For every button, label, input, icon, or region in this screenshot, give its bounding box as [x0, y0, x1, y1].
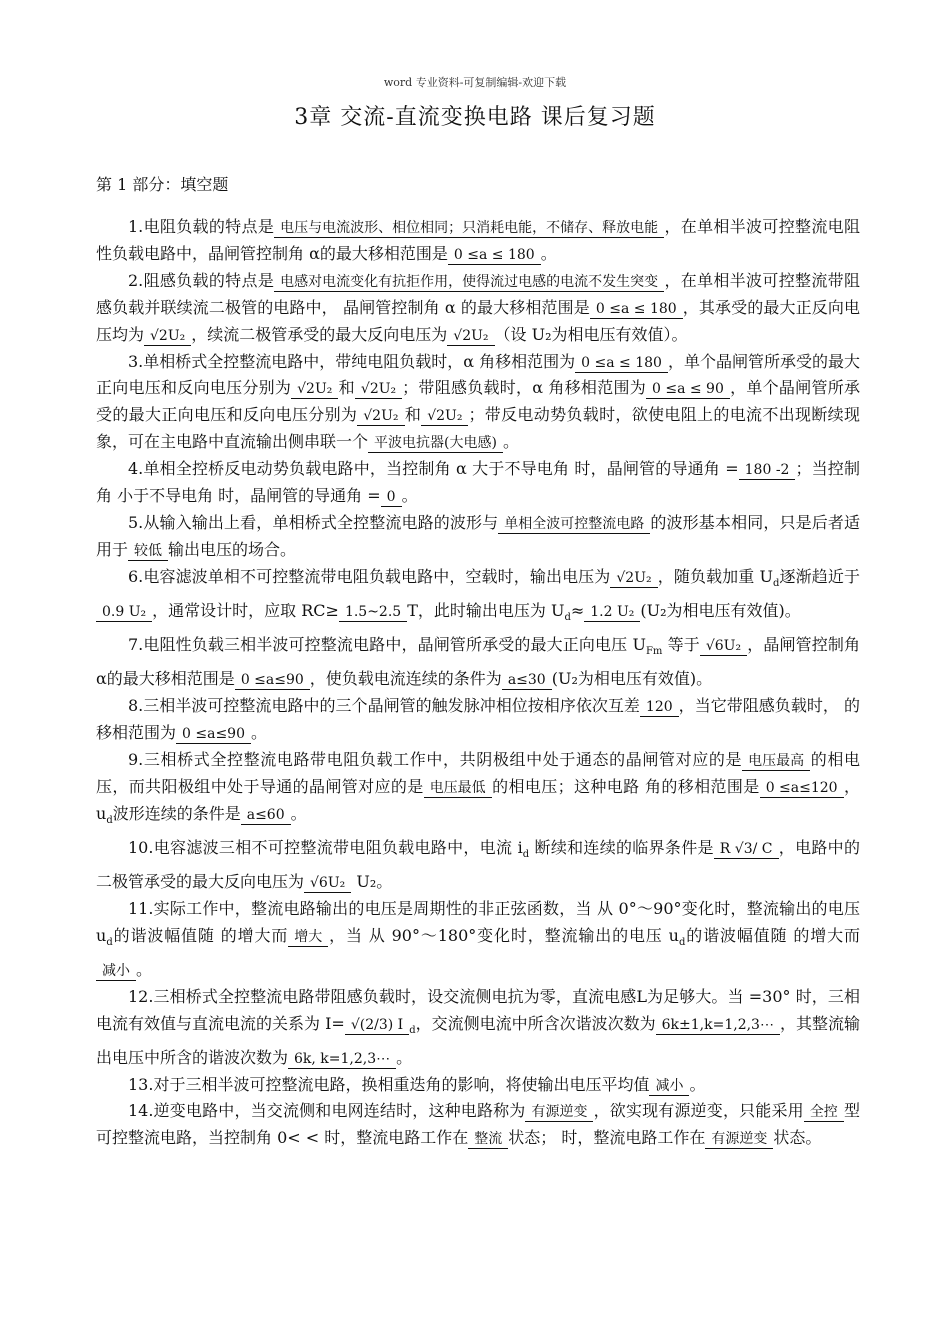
question-6: 6.电容滤波单相不可控整流带电阻负载电路中，空载时，输出电压为 √2U₂ ，随负载加重 $U_d$逐渐趋近于0.9 U₂ ，通常设计时，应取 RC≥ 1.5~2.5 T，此时输出电压为 $U_d\approx 1.2$ U₂ (U₂为相电压有效值)。 [96, 564, 860, 632]
answer-blank: a≤30 [502, 671, 552, 690]
answer-blank: 单相全波可控整流电路 [498, 515, 650, 534]
answer-blank: 电压最低 [424, 779, 492, 798]
answer-blank: 减小 [96, 962, 136, 981]
answer-blank: 1.5~2.5 [339, 603, 407, 622]
answer-blank: √2U₂ [421, 407, 468, 426]
questions-body [96, 214, 860, 1152]
answer-blank: a≤60 [241, 806, 291, 825]
question-1: 1.电阻负载的特点是 电压与电流波形、相位相同；只消耗电能，不储存、释放电能 ，在单相半波可控整流电阻性负载电路中，晶闸管控制角 α的最大移相范围是 0 ≤a ≤ 180 。 [96, 217, 860, 263]
answer-blank: 1.2 U₂ [584, 603, 640, 622]
answer-blank: √2U₂ [610, 569, 657, 588]
answer-blank: 全控 [804, 1103, 844, 1122]
answer-blank: √6U₂ [700, 637, 747, 656]
answer-blank: 6k, k=1,2,3⋯ [288, 1050, 396, 1069]
answer-blank: R √3/ C [714, 840, 779, 859]
answer-blank: 6k±1,k=1,2,3⋯ [656, 1016, 780, 1035]
answer-blank: √6U₂ [304, 874, 351, 893]
answer-blank: 0 ≤a≤90 [176, 725, 251, 744]
answer-blank: 0 ≤a ≤ 90 [646, 380, 730, 399]
page-title: 3章 交流-直流变换电路 课后复习题 [294, 105, 656, 130]
question-14: 14.逆变电路中，当交流侧和电网连结时，这种电路称为 有源逆变 ，欲实现有源逆变，只能采用 全控 型可控整流电路，当控制角 0< < 时，整流电路工作在 整流 状态； 时，整流电路工作在 有源逆变 状态。 [96, 1101, 860, 1148]
answer-blank: 0.9 U₂ [96, 603, 152, 622]
answer-blank: 120 [640, 698, 679, 717]
question-3: 3.单相桥式全控整流电路中，带纯电阻负载时，α 角移相范围为 0 ≤a ≤ 180 ，单个晶闸管所承受的最大正向电压和反向电压分别为 √2U₂ 和 √2U₂ ；带阻感负载时，α 角移相范围为 0 ≤a ≤ 90 ，单个晶闸管所承受的最大正向电压和反向电压分别为 √2U₂ 和 √2U₂ ；带反电动势负载时，欲使电阻上的电流不出现断续现象，可在主电路中直流输出侧串联一个 平波电抗器(大电感) 。 [96, 351, 860, 452]
question-11: 11.实际工作中，整流电路输出的电压是周期性的非正弦函数，当 从 0°～90°变化时，整流输出的电压 $u_d$的谐波幅值随 的增大而 增大 ，当 从 90°～180°变化时，整流输出的电压 $u_d$的谐波幅值随 的增大而减小 。 [96, 898, 860, 979]
question-8: 8.三相半波可控整流电路中的三个晶闸管的触发脉冲相位按相序依次互差 120 ，当它带阻感负载时， 的移相范围为 0 ≤a≤90 。 [96, 695, 860, 742]
answer-blank: 0 ≤a≤90 [235, 671, 310, 690]
page-header: word 专业资料-可复制编辑-欢迎下载 [383, 76, 567, 89]
answer-blank: 整流 [468, 1130, 508, 1149]
answer-blank: √2U₂ [447, 327, 494, 346]
answer-blank: 电压最高 [742, 752, 810, 771]
answer-blank: 电感对电流变化有抗拒作用，使得流过电感的电流不发生突变 [274, 273, 664, 292]
question-7: 7.电阻性负载三相半波可控整流电路中，晶闸管所承受的最大正向电压 $U_{Fm}$ 等于 √6U₂ ，晶闸管控制角 α的最大移相范围是 0 ≤a≤90 ，使负载电流连续的条件为 a≤30 (U₂为相电压有效值)。 [96, 634, 860, 689]
question-12: 12.三相桥式全控整流电路带阻感负载时，设交流侧电抗为零，直流电感L为足够大。当 =30° 时，三相电流有效值与直流电流的关系为 I= √(2/3) I $_d$，交流侧电流中所含次谐波次数为 6k±1,k=1,2,3⋯ ，其整流输出电压中所含的谐波次数为 6k, k=1,2,3⋯ 。 [96, 986, 860, 1067]
section-heading: 第 1 部分：填空题 [96, 175, 229, 194]
answer-blank: √2U₂ [291, 380, 338, 399]
answer-blank: 较低 [128, 542, 168, 561]
answer-blank: 平波电抗器(大电感) [368, 434, 503, 453]
answer-blank: 180 -2 [739, 461, 796, 480]
answer-blank: 0 ≤a ≤ 180 [448, 246, 541, 265]
question-10: 10.电容滤波三相不可控整流带电阻负载电路中，电流 $i_d$ 断续和连续的临界条件是 R √3/ C ，电路中的二极管承受的最大反向电压为 √6U₂ U₂。 [96, 837, 860, 891]
answer-blank: 有源逆变 [525, 1103, 593, 1122]
question-9: 9.三相桥式全控整流电路带电阻负载工作中，共阴极组中处于通态的晶闸管对应的是 电压最高 的相电压，而共阳极组中处于导通的晶闸管对应的是 电压最低 的相电压；这种电路 角的移相范围是 0 ≤a≤120 ，$u_d$波形连续的条件是 a≤60 。 [96, 749, 860, 826]
question-13: 13.对于三相半波可控整流电路，换相重迭角的影响，将使输出电压平均值 减小 。 [128, 1074, 706, 1094]
answer-blank: 增大 [288, 928, 328, 947]
answer-blank: 有源逆变 [705, 1130, 773, 1149]
answer-blank: √(2/3) I [345, 1016, 409, 1035]
answer-blank: 减小 [649, 1077, 689, 1096]
answer-blank: 0 ≤a ≤ 180 [590, 300, 683, 319]
question-2: 2.阻感负载的特点是 电感对电流变化有抗拒作用，使得流过电感的电流不发生突变 ，在单相半波可控整流带阻感负载并联续流二极管的电路中， 晶闸管控制角 α 的最大移相范围是 0 ≤a ≤ 180 ，其承受的最大正反向电压均为 √2U₂ ，续流二极管承受的最大反向电压为 √2U₂ （设 U₂为相电压有效值）。 [96, 270, 860, 344]
answer-blank: √2U₂ [144, 327, 191, 346]
answer-blank: 0 ≤a ≤ 180 [575, 354, 668, 373]
answer-blank: √2U₂ [357, 407, 404, 426]
answer-blank: √2U₂ [355, 380, 402, 399]
answer-blank: 0 ≤a≤120 [760, 779, 844, 798]
answer-blank: 电压与电流波形、相位相同；只消耗电能，不储存、释放电能 [274, 219, 664, 238]
answer-blank: 0 [381, 488, 402, 507]
question-5: 5.从输入输出上看，单相桥式全控整流电路的波形与 单相全波可控整流电路 的波形基本相同，只是后者适用于 较低 输出电压的场合。 [96, 512, 860, 559]
question-4: 4.单相全控桥反电动势负载电路中，当控制角 α 大于不导电角 时，晶闸管的导通角 = 180 -2 ；当控制角 小于不导电角 时，晶闸管的导通角 = 0 。 [96, 459, 860, 506]
